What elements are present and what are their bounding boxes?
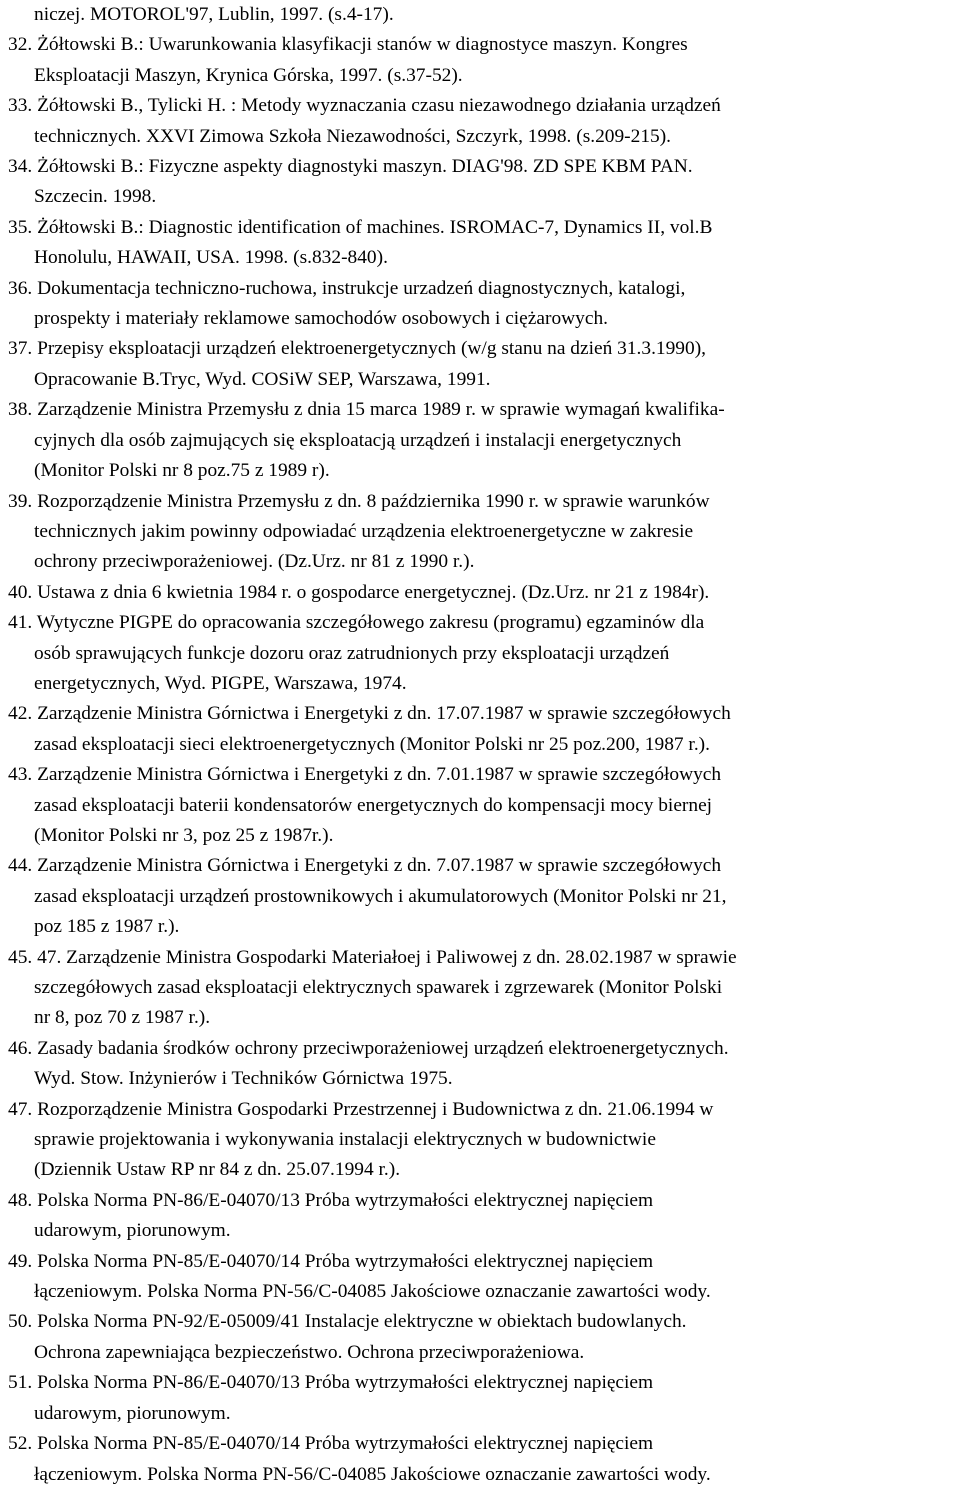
reference-entry [8, 91, 952, 152]
reference-line: 33. Żółtowski B., Tylicki H. : Metody wyznaczania czasu niezawodnego działania urządzeń [8, 95, 721, 117]
reference-line: 32. Żółtowski B.: Uwarunkowania klasyfikacji stanów w diagnostyce maszyn. Kongres [8, 34, 688, 56]
reference-line: zasad eksploatacji baterii kondensatorów energetycznych do kompensacji mocy biernej [34, 794, 713, 816]
reference-line: niczej. MOTOROL'97, Lublin, 1997. (s.4-17). [34, 4, 394, 25]
reference-line: 46. Zasady badania środków ochrony przeciwporażeniowej urządzeń elektroenergetycznych. [8, 1037, 729, 1059]
reference-entry [8, 1429, 952, 1490]
reference-line: 38. Zarządzenie Ministra Przemysłu z dnia 15 marca 1989 r. w sprawie wymagań kwalifika- [8, 399, 725, 421]
reference-line: 51. Polska Norma PN-86/E-04070/13 Próba wytrzymałości elektrycznej napięciem [8, 1372, 654, 1394]
reference-line: 48. Polska Norma PN-86/E-04070/13 Próba wytrzymałości elektrycznej napięciem [8, 1189, 654, 1211]
reference-line: 52. Polska Norma PN-85/E-04070/14 Próba wytrzymałości elektrycznej napięciem [8, 1433, 654, 1455]
reference-line: technicznych. XXVI Zimowa Szkoła Niezawodności, Szczyrk, 1998. (s.209-215). [34, 125, 672, 147]
reference-line: ochrony przeciwporażeniowej. (Dz.Urz. nr 81 z 1990 r.). [34, 551, 475, 573]
reference-line: Eksploatacji Maszyn, Krynica Górska, 1997. (s.37-52). [34, 64, 463, 86]
reference-line: udarowym, piorunowym. [34, 1402, 231, 1424]
reference-line: 44. Zarządzenie Ministra Górnictwa i Energetyki z dn. 7.07.1987 w sprawie szczegółowych [8, 855, 722, 877]
reference-entry [8, 1247, 952, 1308]
reference-entry [8, 943, 952, 1034]
reference-line: 39. Rozporządzenie Ministra Przemysłu z dn. 8 października 1990 r. w sprawie warunków [8, 490, 710, 512]
reference-line: cyjnych dla osób zajmujących się eksploatacją urządzeń i instalacji energetycznych [34, 429, 682, 451]
reference-line: 34. Żółtowski B.: Fizyczne aspekty diagnostyki maszyn. DIAG'98. ZD SPE KBM PAN. [8, 156, 693, 178]
reference-line: 47. Rozporządzenie Ministra Gospodarki Przestrzennej i Budownictwa z dn. 21.06.1994 w [8, 1098, 714, 1120]
reference-line: Wyd. Stow. Inżynierów i Techników Górnictwa 1975. [34, 1068, 453, 1090]
reference-line: energetycznych, Wyd. PIGPE, Warszawa, 1974. [34, 672, 407, 694]
reference-entry [8, 1186, 952, 1247]
reference-entry [8, 334, 952, 395]
reference-line: 49. Polska Norma PN-85/E-04070/14 Próba wytrzymałości elektrycznej napięciem [8, 1250, 654, 1272]
reference-continuation [8, 0, 952, 30]
reference-entry [8, 1307, 952, 1368]
reference-line: 41. Wytyczne PIGPE do opracowania szczegółowego zakresu (programu) egzaminów dla [8, 612, 705, 634]
reference-line: 43. Zarządzenie Ministra Górnictwa i Energetyki z dn. 7.01.1987 w sprawie szczegółowych [8, 764, 722, 786]
reference-line: (Monitor Polski nr 8 poz.75 z 1989 r). [34, 460, 330, 482]
reference-entry [8, 1095, 952, 1186]
reference-entry [8, 274, 952, 335]
reference-entry [8, 395, 952, 486]
reference-line: 50. Polska Norma PN-92/E-05009/41 Instalacje elektryczne w obiektach budowlanych. [8, 1311, 687, 1333]
reference-line: szczegółowych zasad eksploatacji elektrycznych spawarek i zgrzewarek (Monitor Polski [34, 977, 723, 998]
reference-line: (Dziennik Ustaw RP nr 84 z dn. 25.07.1994 r.). [34, 1159, 401, 1181]
reference-line: Opracowanie B.Tryc, Wyd. COSiW SEP, Warszawa, 1991. [34, 368, 491, 390]
reference-line: nr 8, poz 70 z 1987 r.). [34, 1007, 211, 1029]
reference-line: technicznych jakim powinny odpowiadać urządzenia elektroenergetyczne w zakresie [34, 520, 694, 542]
reference-line: Ochrona zapewniająca bezpieczeństwo. Ochrona przeciwporażeniowa. [34, 1341, 585, 1363]
reference-entry [8, 1034, 952, 1095]
reference-line: Honolulu, HAWAII, USA. 1998. (s.832-840). [34, 247, 388, 269]
reference-line: poz 185 z 1987 r.). [34, 916, 180, 938]
reference-line: prospekty i materiały reklamowe samochodów osobowych i ciężarowych. [34, 308, 609, 330]
reference-line: łączeniowym. Polska Norma PN-56/C-04085 Jakościowe oznaczanie zawartości wody. [34, 1463, 711, 1485]
reference-entry [8, 152, 952, 213]
reference-entry [8, 851, 952, 942]
reference-entry [8, 608, 952, 699]
reference-line: osób sprawujących funkcje dozoru oraz zatrudnionych przy eksploatacji urządzeń [34, 642, 670, 664]
reference-line: 36. Dokumentacja techniczno-ruchowa, instrukcje urzadzeń diagnostycznych, katalogi, [8, 277, 686, 299]
reference-list [8, 0, 952, 1490]
reference-entry [8, 1368, 952, 1429]
reference-entry [8, 760, 952, 851]
reference-entry [8, 578, 952, 608]
reference-line: łączeniowym. Polska Norma PN-56/C-04085 Jakościowe oznaczanie zawartości wody. [34, 1281, 711, 1303]
reference-entry [8, 213, 952, 274]
reference-entry [8, 487, 952, 578]
reference-line: Szczecin. 1998. [34, 186, 157, 208]
reference-line: 45. 47. Zarządzenie Ministra Gospodarki Materiałoej i Paliwowej z dn. 28.02.1987 w sprawie [8, 946, 737, 968]
reference-line: zasad eksploatacji urządzeń prostownikowych i akumulatorowych (Monitor Polski nr 21, [34, 885, 727, 907]
reference-line: 37. Przepisy eksploatacji urządzeń elektroenergetycznych (w/g stanu na dzień 31.3.1990), [8, 338, 706, 360]
reference-line: (Monitor Polski nr 3, poz 25 z 1987r.). [34, 824, 334, 846]
reference-entry [8, 699, 952, 760]
reference-line: udarowym, piorunowym. [34, 1220, 231, 1242]
reference-line: sprawie projektowania i wykonywania instalacji elektrycznych w budownictwie [34, 1129, 656, 1151]
reference-line: 35. Żółtowski B.: Diagnostic identification of machines. ISROMAC-7, Dynamics II, vol.B [8, 216, 713, 238]
reference-line: 40. Ustawa z dnia 6 kwietnia 1984 r. o gospodarce energetycznej. (Dz.Urz. nr 21 z 1984r). [8, 581, 710, 603]
reference-entry [8, 30, 952, 91]
reference-line: 42. Zarządzenie Ministra Górnictwa i Energetyki z dn. 17.07.1987 w sprawie szczegółowych [8, 703, 731, 725]
reference-line: zasad eksploatacji sieci elektroenergetycznych (Monitor Polski nr 25 poz.200, 1987 r.). [34, 733, 710, 755]
